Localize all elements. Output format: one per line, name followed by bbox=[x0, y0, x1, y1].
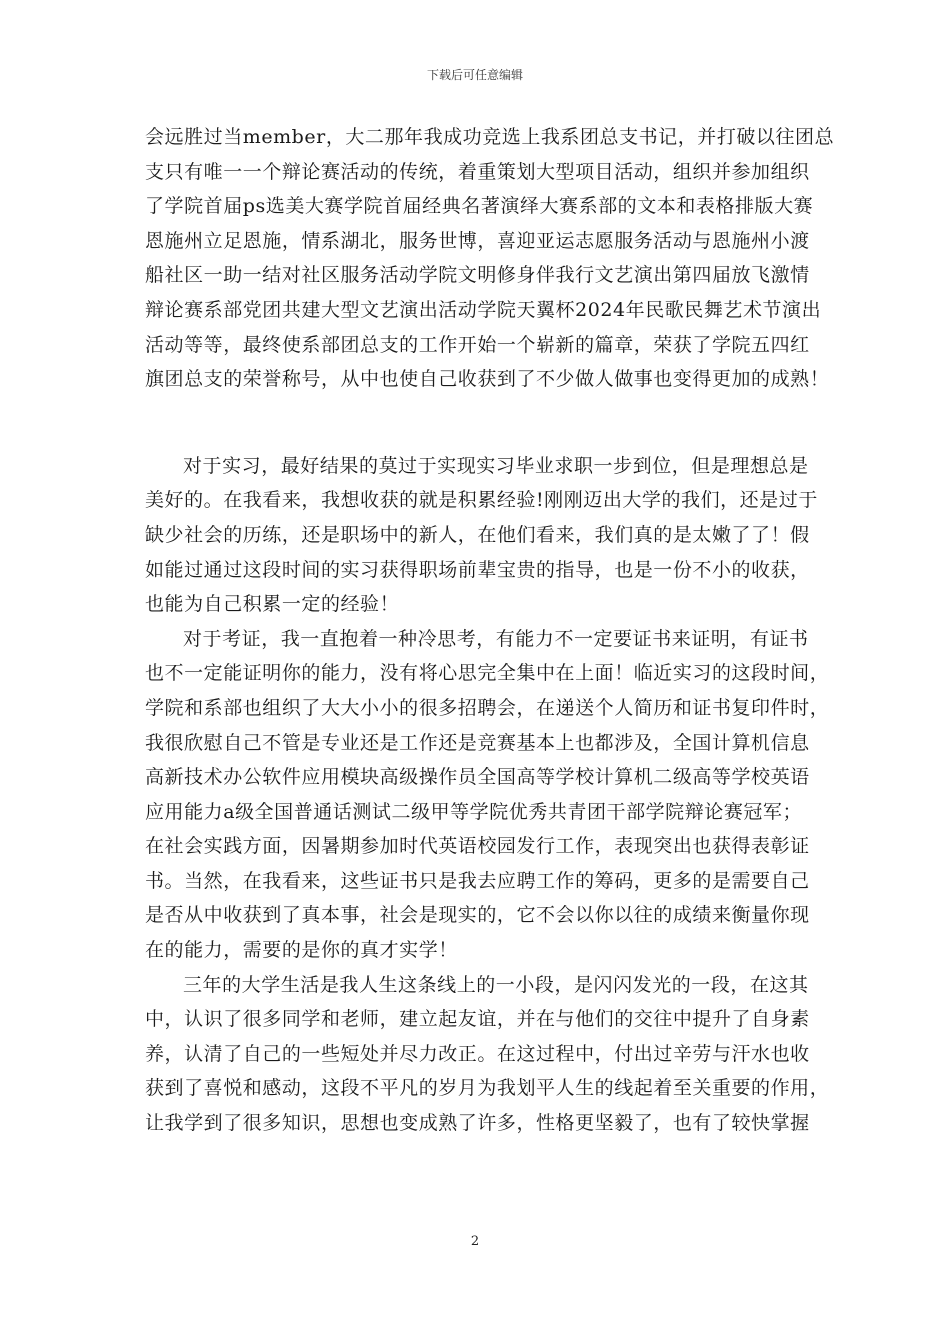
text-line: 如能过通过这段时间的实习获得职场前辈宝贵的指导，也是一份不小的收获， bbox=[145, 558, 810, 581]
page-header: 下载后可任意编辑 bbox=[426, 68, 523, 82]
text-line: 在的能力，需要的是你的真才实学！ bbox=[145, 939, 458, 962]
page-number: 2 bbox=[470, 1234, 480, 1249]
paragraph-gap bbox=[145, 397, 815, 449]
text-line: 是否从中收获到了真本事，社会是现实的，它不会以你以往的成绩来衡量你现 bbox=[145, 904, 810, 927]
text-line: 高新技术办公软件应用模块高级操作员全国高等学校计算机二级高等学校英语 bbox=[145, 766, 810, 789]
text-line: 了学院首届ps选美大赛学院首届经典名著演绎大赛系部的文本和表格排版大赛 bbox=[145, 195, 814, 218]
text-line: 也不一定能证明你的能力，没有将心思完全集中在上面！临近实习的这段时间， bbox=[145, 662, 830, 685]
text-line: 会远胜过当member，大二那年我成功竞选上我系团总支书记，并打破以往团总 bbox=[145, 126, 835, 148]
text-line: 我很欣慰自己不管是专业还是工作还是竞赛基本上也都涉及，全国计算机信息 bbox=[145, 731, 810, 754]
text-line: 支只有唯一一个辩论赛活动的传统，着重策划大型项目活动，组织并参加组织 bbox=[145, 160, 810, 183]
text-line: 旗团总支的荣誉称号，从中也使自己收获到了不少做人做事也变得更加的成熟！ bbox=[145, 368, 830, 391]
text-line: 辩论赛系部党团共建大型文艺演出活动学院天翼杯2024年民歌民舞艺术节演出 bbox=[145, 298, 822, 321]
text-line: 获到了喜悦和感动，这段不平凡的岁月为我划平人生的线起着至关重要的作用， bbox=[145, 1077, 830, 1100]
text-line: 养，认清了自己的一些短处并尽力改正。在这过程中，付出过辛劳与汗水也收 bbox=[145, 1042, 810, 1065]
text-line: 对于考证，我一直抱着一种冷思考，有能力不一定要证书来证明，有证书 bbox=[183, 627, 809, 650]
text-line: 书。当然，在我看来，这些证书只是我去应聘工作的筹码，更多的是需要自己 bbox=[145, 869, 810, 892]
text-line: 缺少社会的历练，还是职场中的新人，在他们看来，我们真的是太嫩了了！假 bbox=[145, 523, 810, 546]
text-line: 美好的。在我看来，我想收获的就是积累经验!刚刚迈出大学的我们，还是过于 bbox=[145, 489, 818, 512]
text-line: 船社区一助一结对社区服务活动学院文明修身伴我行文艺演出第四届放飞激情 bbox=[145, 264, 810, 287]
text-line: 对于实习，最好结果的莫过于实现实习毕业求职一步到位，但是理想总是 bbox=[183, 454, 809, 477]
text-line: 活动等等，最终使系部团总支的工作开始一个崭新的篇章，荣获了学院五四红 bbox=[145, 333, 810, 356]
paragraph bbox=[145, 622, 830, 968]
text-line: 让我学到了很多知识，思想也变成熟了许多，性格更坚毅了，也有了较快掌握 bbox=[145, 1112, 810, 1135]
document-body bbox=[145, 120, 835, 1141]
text-line: 恩施州立足恩施，情系湖北，服务世博，喜迎亚运志愿服务活动与恩施州小渡 bbox=[145, 229, 810, 252]
text-line: 中，认识了很多同学和老师，建立起友谊，并在与他们的交往中提升了自身素 bbox=[145, 1008, 810, 1031]
paragraph bbox=[145, 968, 830, 1141]
text-line: 应用能力a级全国普通话测试二级甲等学院优秀共青团干部学院辩论赛冠军； bbox=[145, 800, 803, 823]
paragraph bbox=[145, 120, 835, 397]
text-line: 在社会实践方面，因暑期参加时代英语校园发行工作，表现突出也获得表彰证 bbox=[145, 835, 810, 858]
text-line: 也能为自己积累一定的经验！ bbox=[145, 593, 400, 616]
text-line: 三年的大学生活是我人生这条线上的一小段，是闪闪发光的一段，在这其 bbox=[183, 973, 809, 996]
paragraph bbox=[145, 449, 818, 622]
text-line: 学院和系部也组织了大大小小的很多招聘会，在递送个人简历和证书复印件时， bbox=[145, 696, 830, 719]
